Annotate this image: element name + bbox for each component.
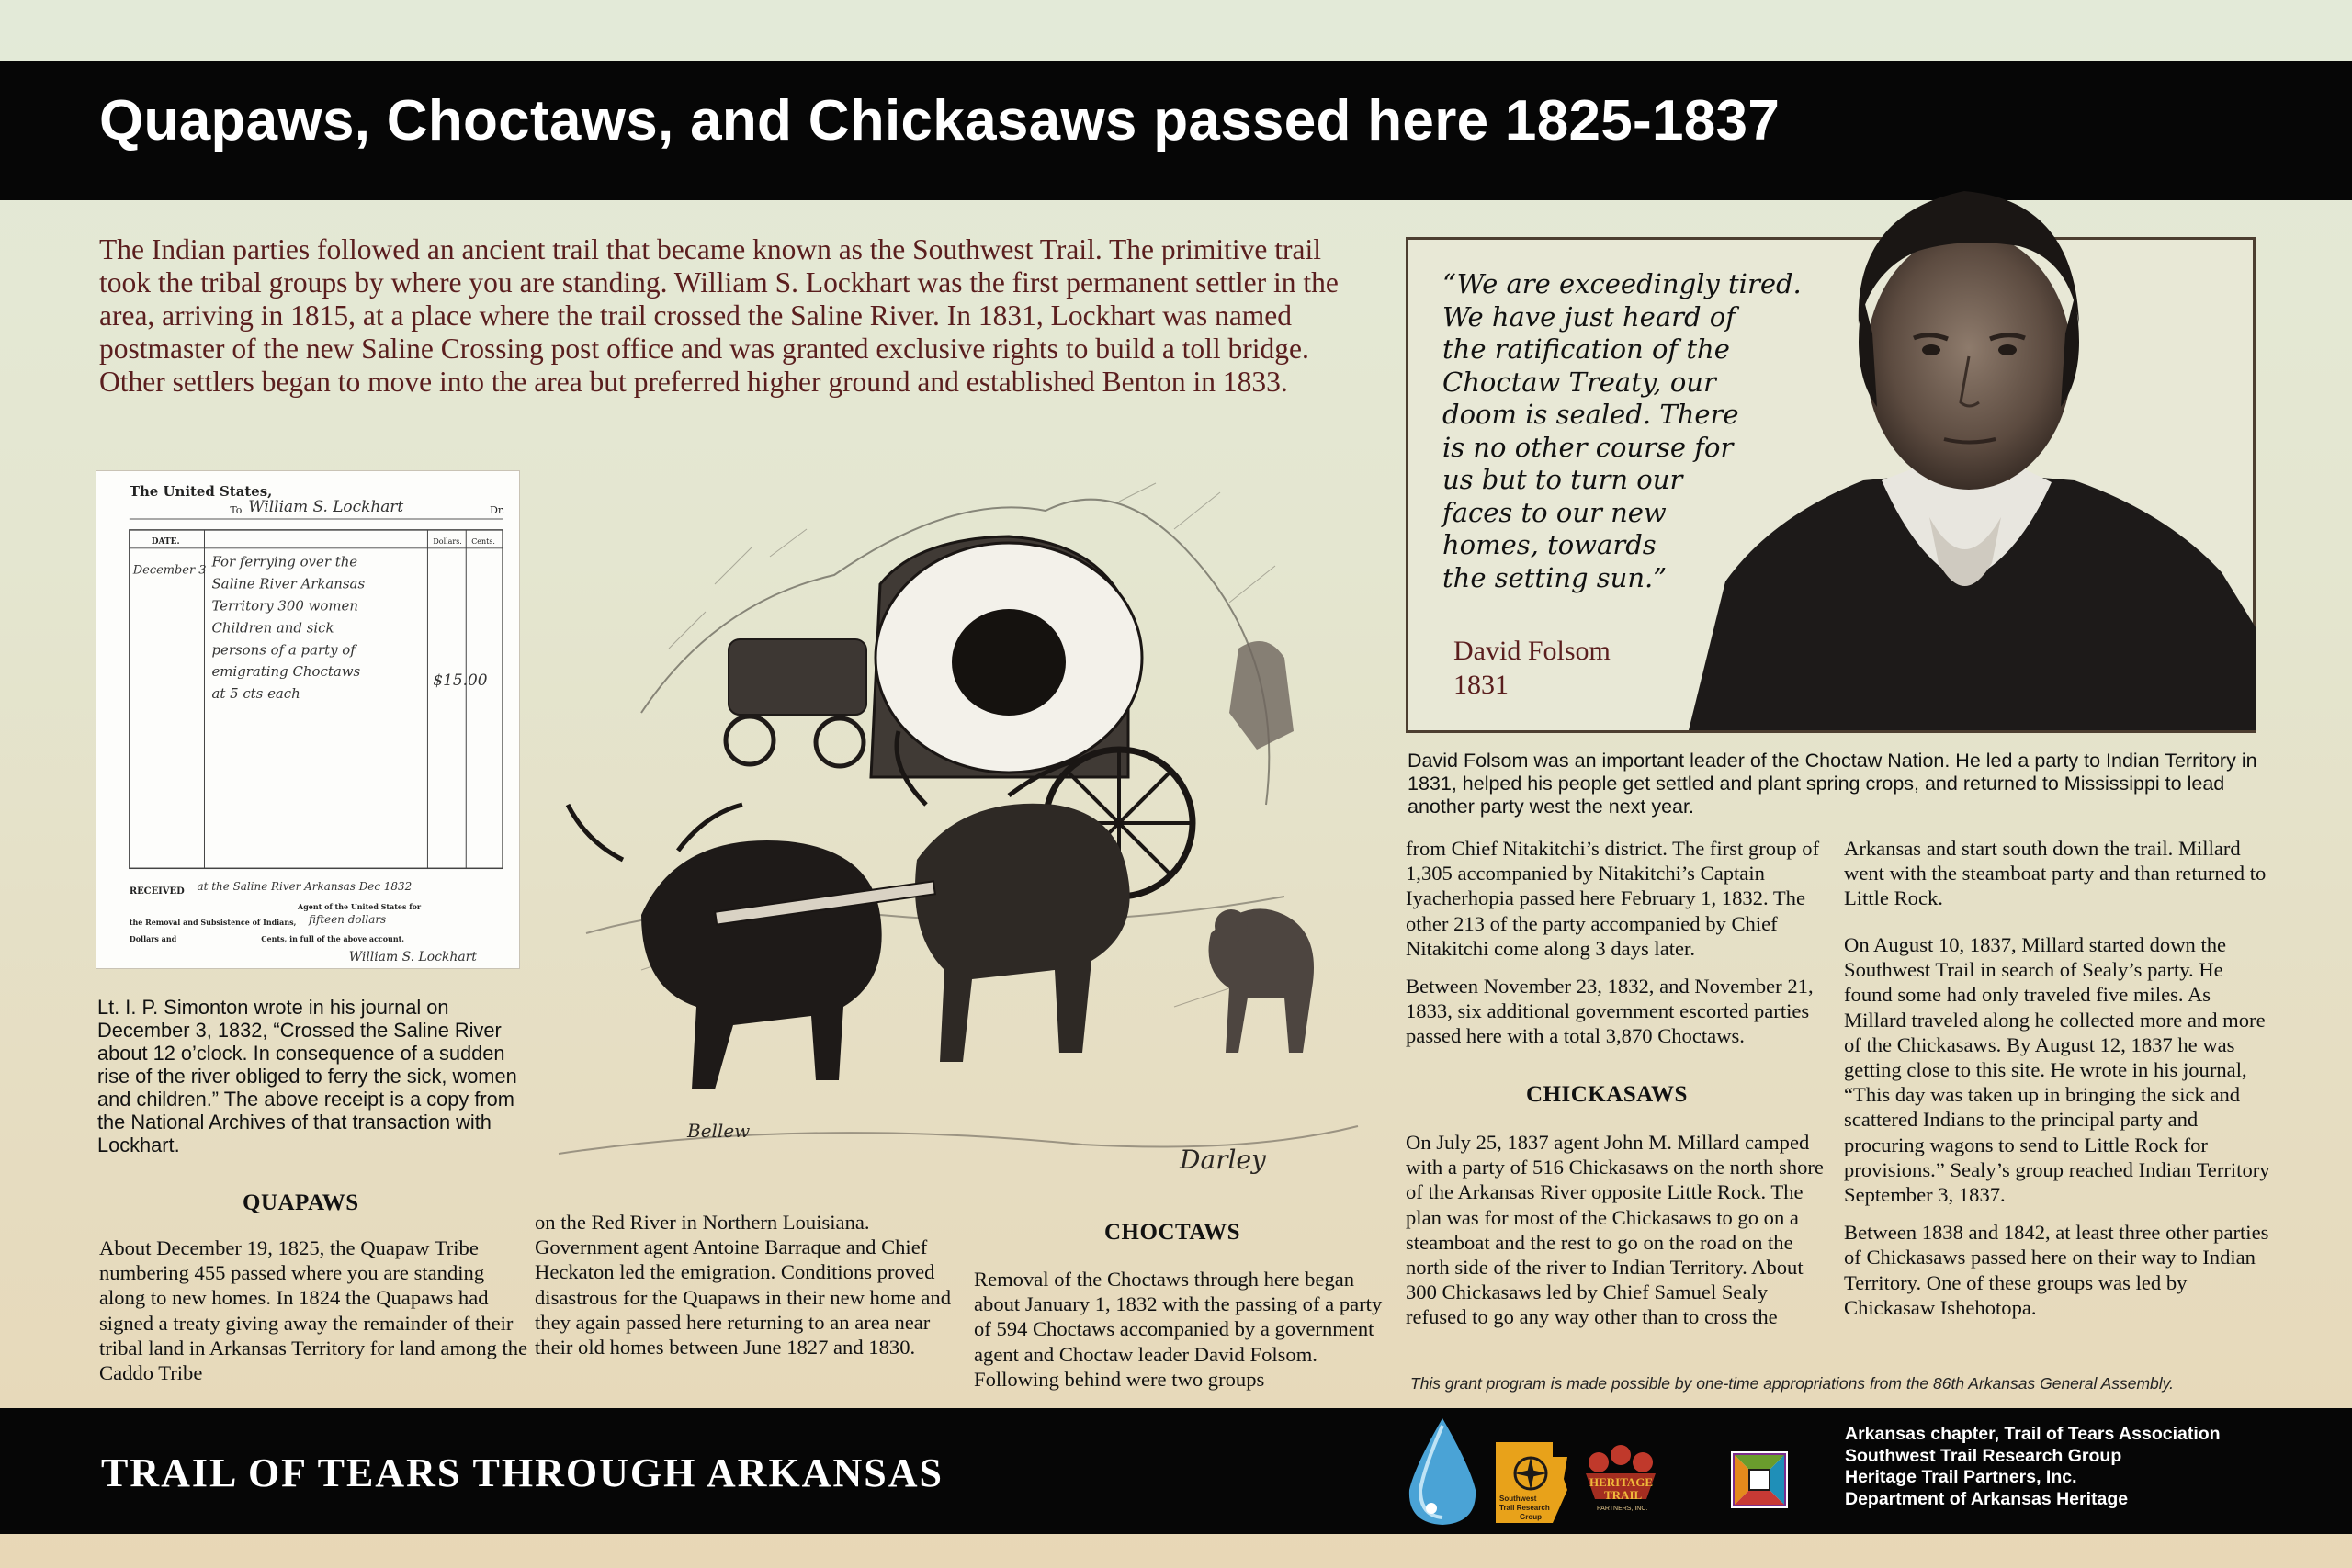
body-paragraph: On July 25, 1837 agent John M. Millard camped with a party of 516 Chickasaws on the north shore of the Arkansas River opposite Little Rock. The plan was for most of the Chickasaws to go on a steamboat and the rest to go on the road on the north side of the river to Indian Territory. About 300 Chickasaws led by Chief Samuel Sealy refused to go any way other than to cross the xyxy=(1406,1131,1824,1329)
folsom-caption: David Folsom was an important leader of the Choctaw Nation. He led a party to Indian Territory in 1831, helped his people get settled and plant spring crops, and returned to Mississippi to lead another party west the next year. xyxy=(1408,750,2257,818)
receipt-entry-line: at 5 cts each xyxy=(211,685,300,703)
david-folsom-portrait xyxy=(1689,150,2256,730)
quapaws-heading: QUAPAWS xyxy=(243,1190,359,1215)
partner-item: Heritage Trail Partners, Inc. xyxy=(1845,1467,2077,1487)
chickasaws-column-2b xyxy=(1844,932,2276,1333)
body-paragraph: Between November 23, 1832, and November 21, 1833, six additional government escorted parties passed here with a total 3,870 Choctaws. xyxy=(1406,975,1814,1048)
quapaws-column-1 xyxy=(99,1235,531,1398)
receipt-entry-line: Territory 300 women xyxy=(211,597,358,615)
body-paragraph: Arkansas and start south down the trail. Millard went with the steamboat party and than returned to Little Rock. xyxy=(1844,837,2267,910)
intro-paragraph: The Indian parties followed an ancient trail that became known as the Southwest Trail. The primitive trail took the tribal groups by where you are standing. William S. Lockhart was the first permanent settler in the area, arriving in 1815, at a place where the trail crossed the Saline River. In 1831, Lockhart was named postmaster of the new Saline Crossing post office and was granted exclusive rights to build a toll bridge. Other settlers began to move into the area but preferred higher ground and established Benton in 1833. xyxy=(99,233,1339,398)
receipt-dollars-and: Dollars and xyxy=(129,934,177,943)
receipt-header: The United States, xyxy=(129,483,273,501)
footer-title: TRAIL OF TEARS THROUGH ARKANSAS xyxy=(101,1450,944,1495)
receipt-received-label: RECEIVED xyxy=(129,886,185,897)
partner-logos xyxy=(1396,1415,1838,1530)
receipt-entry-line: Saline River Arkansas xyxy=(211,575,366,592)
receipt-subsistence-line: the Removal and Subsistence of Indians, xyxy=(129,919,297,928)
quote-line: We have just heard of xyxy=(1442,300,1736,333)
quote-author-name: David Folsom xyxy=(1453,636,1611,666)
quote-line: is no other course for xyxy=(1442,431,1734,463)
grant-note: This grant program is made possible by one-time appropriations from the 86th Arkansas General Assembly. xyxy=(1410,1374,2174,1393)
body-paragraph: Between 1838 and 1842, at least three other parties of Chickasaws passed here on their way to Indian Territory. One of these groups was led by Chickasaw Ishehotopa. xyxy=(1844,1221,2269,1319)
receipt-document xyxy=(96,470,520,969)
partner-item: Arkansas chapter, Trail of Tears Association xyxy=(1845,1424,2221,1444)
choctaws-column-1 xyxy=(974,1267,1387,1404)
quote-line: homes, towards xyxy=(1442,529,1657,560)
quote-line: us but to turn our xyxy=(1442,464,1683,495)
receipt-entry-line: Children and sick xyxy=(211,619,334,637)
receipt-to-label: To xyxy=(230,503,243,516)
receipt-payee: William S. Lockhart xyxy=(248,496,404,515)
logo-heritage-top: HERITAGE xyxy=(1589,1475,1654,1489)
receipt-col-date: DATE. xyxy=(151,536,180,547)
wagon-engraving xyxy=(531,419,1404,1181)
receipt-received-text: at the Saline River Arkansas Dec 1832 xyxy=(197,880,413,894)
quote-line: the setting sun.” xyxy=(1442,561,1668,593)
receipt-entry-line: persons of a party of xyxy=(211,641,356,659)
quote-year: 1831 xyxy=(1453,670,1509,700)
chickasaws-column-1 xyxy=(1406,1130,1828,1343)
receipt-signature: William S. Lockhart xyxy=(348,949,477,964)
engraving-signature-right: Darley xyxy=(1180,1145,1266,1175)
partner-item: Department of Arkansas Heritage xyxy=(1845,1488,2129,1509)
quapaws-column-2 xyxy=(535,1210,957,1372)
water-drop-logo-icon xyxy=(1409,1418,1476,1525)
receipt-amount: $15.00 xyxy=(433,671,488,690)
body-paragraph: from Chief Nitakitchi’s district. The first group of 1,305 accompanied by Nitakitchi’s Captain Iyacherhopia passed here February 1, 1832. The other 213 of the party accompanied by Chief Nitakitchi come along 3 days later. xyxy=(1406,837,1820,960)
partners-list xyxy=(1845,1424,2221,1510)
logo-heritage-small: PARTNERS, INC. xyxy=(1597,1506,1648,1512)
body-paragraph: About December 19, 1825, the Quapaw Tribe numbering 455 passed where you are standing along to new homes. In 1824 the Quapaws had signed a treaty giving away the remainder of their tribal land in Arkansas Territory for land among the Caddo Tribe xyxy=(99,1236,528,1385)
body-paragraph: On August 10, 1837, Millard started down the Southwest Trail in search of Sealy’s party. He found some had only traveled five miles. As Millard traveled along he collected more and more of the Chickasaws. By August 12, 1837 he was getting close to this site. He wrote in his journal, “This day was taken up in bringing the sick and scattered Indians to the principal party and procuring wagons to send to Little Rock for provisions.” Sealy’s group reached Indian Territory September 3, 1837. xyxy=(1844,933,2270,1207)
dept-heritage-quilt-logo-icon xyxy=(1731,1451,1788,1508)
southwest-trail-logo-icon xyxy=(1496,1442,1567,1523)
choctaws-heading: CHOCTAWS xyxy=(1104,1220,1241,1245)
engraving-signature-left: Bellew xyxy=(687,1120,751,1142)
body-paragraph: on the Red River in Northern Louisiana. Government agent Antoine Barraque and Chief Heckaton led the emigration. Conditions proved disastrous for the Quapaws in their new home and they again passed here returning to an area near their old homes between June 1827 and 1830. xyxy=(535,1211,952,1359)
body-paragraph: Removal of the Choctaws through here began about January 1, 1832 with the passing of a party of 594 Choctaws accompanied by a government agent and Choctaw leader David Folsom. Following behind were two groups xyxy=(974,1268,1383,1391)
logo-heritage-bottom: TRAIL xyxy=(1604,1488,1643,1502)
receipt-amount-words: fifteen dollars xyxy=(308,913,387,927)
receipt-caption: Lt. I. P. Simonton wrote in his journal on December 3, 1832, “Crossed the Saline River about 12 o’clock. In consequence of a sudden rise of the river obliged to ferry the sick, women and children.” The above receipt is a copy from the National Archives of that transaction with Lockhart. xyxy=(97,996,517,1156)
quote-line: faces to our new xyxy=(1442,496,1667,528)
quote-text xyxy=(1442,268,1802,594)
quote-line: the ratification of the xyxy=(1442,333,1730,365)
receipt-date-entry: December 3 xyxy=(132,563,207,578)
logo-sw-line: Trail Research xyxy=(1499,1504,1550,1512)
receipt-entry-line: emigrating Choctaws xyxy=(211,663,361,681)
logo-sw-line: Group xyxy=(1520,1513,1542,1521)
logo-sw-line: Southwest xyxy=(1499,1495,1537,1503)
receipt-dr: Dr. xyxy=(490,503,505,516)
chickasaws-heading: CHICKASAWS xyxy=(1526,1082,1688,1107)
heritage-trail-logo-icon xyxy=(1586,1445,1656,1512)
partner-item: Southwest Trail Research Group xyxy=(1845,1445,2122,1466)
receipt-entry-line: For ferrying over the xyxy=(211,553,358,570)
quote-attribution xyxy=(1453,634,1611,702)
quote-line: Choctaw Treaty, our xyxy=(1442,366,1716,398)
chickasaws-column-2a xyxy=(1844,836,2276,924)
quote-line: “We are exceedingly tired. xyxy=(1442,268,1802,299)
choctaws-column-2 xyxy=(1406,836,1833,1062)
quote-line: doom is sealed. There xyxy=(1442,399,1739,430)
receipt-col-dollars: Dollars. xyxy=(433,536,462,546)
page-title: Quapaws, Choctaws, and Chickasaws passed here 1825-1837 xyxy=(99,89,1781,152)
receipt-col-cents: Cents. xyxy=(471,536,495,546)
receipt-cents-line: Cents, in full of the above account. xyxy=(261,934,405,943)
receipt-agent-line: Agent of the United States for xyxy=(298,903,422,912)
